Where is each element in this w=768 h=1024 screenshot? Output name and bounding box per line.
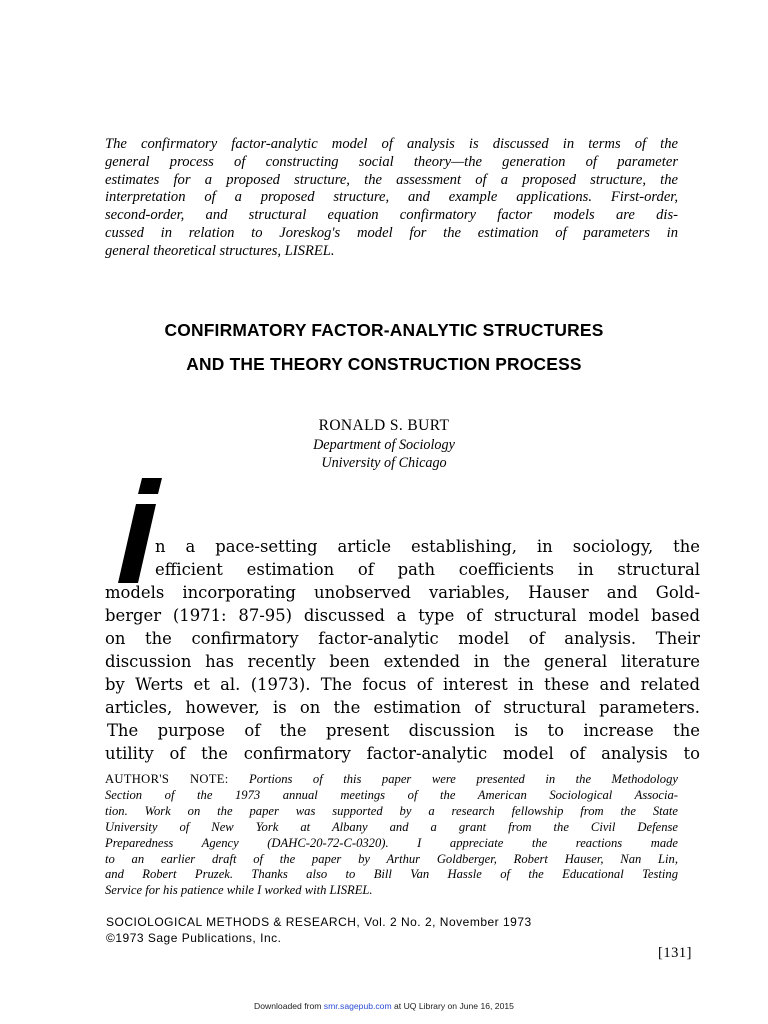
abstract-line: general process of constructing social theory—the generation of parameter — [105, 153, 678, 170]
paper-title-line-1: CONFIRMATORY FACTOR-ANALYTIC STRUCTURES — [164, 320, 604, 340]
note-line: and Robert Pruzek. Thanks also to Bill Van Hassle of the Educational Testing — [105, 867, 678, 882]
source-link[interactable]: smr.sagepub.com — [323, 1001, 392, 1011]
abstract-line: general theoretical structures, LISREL. — [105, 242, 335, 259]
note-line: tion. Work on the paper was supported by a research fellowship from the State — [105, 803, 678, 818]
download-notice — [0, 1001, 768, 1011]
body-line: The purpose of the present discussion is to increase the — [107, 721, 700, 740]
note-text: Portions of this paper were presented in the Methodology — [228, 772, 678, 786]
author-university: University of Chicago — [321, 455, 447, 471]
abstract-line: interpretation of a proposed structure, and example applications. First-order, — [105, 189, 678, 206]
journal-citation: SOCIOLOGICAL METHODS & RESEARCH, Vol. 2 No. 2, November 1973 — [106, 915, 532, 929]
note-line: Service for his patience while I worked with LISREL. — [105, 883, 373, 898]
body-line: models incorporating unobserved variables, Hauser and Gold- — [105, 583, 700, 602]
note-line — [105, 772, 678, 788]
body-line: efficient estimation of path coefficients in structural — [155, 560, 700, 579]
abstract-line: second-order, and structural equation confirmatory factor models are dis- — [105, 207, 678, 224]
note-line: Preparedness Agency (DAHC-20-72-C-0320). I appreciate the reactions made — [105, 835, 678, 850]
body-line: on the confirmatory factor-analytic model of analysis. Their — [105, 629, 700, 648]
authors-note-lead: AUTHOR'S NOTE: — [105, 772, 229, 786]
author-name: RONALD S. BURT — [318, 417, 450, 434]
abstract — [105, 136, 678, 261]
copyright-notice: ©1973 Sage Publications, Inc. — [106, 931, 282, 945]
abstract-line: cussed in relation to Joreskog's model for the estimation of parameters in — [105, 224, 678, 241]
author-department: Department of Sociology — [313, 437, 455, 453]
page-number: [131] — [658, 945, 692, 961]
download-suffix: at UQ Library on June 16, 2015 — [391, 1001, 514, 1011]
note-line: Section of the 1973 annual meetings of the American Sociological Associa- — [105, 787, 678, 802]
abstract-line: estimates for a proposed structure, the assessment of a proposed structure, the — [105, 171, 678, 188]
body-line: utility of the confirmatory factor-analytic model of analysis to — [105, 744, 700, 763]
body-line: discussion has recently been extended in the general literature — [105, 652, 700, 671]
download-prefix: Downloaded from — [254, 1001, 324, 1011]
note-line: University of New York at Albany and a grant from the Civil Defense — [105, 819, 678, 834]
body-line: n a pace-setting article establishing, in sociology, the — [155, 537, 700, 556]
paper-title-line-2: AND THE THEORY CONSTRUCTION PROCESS — [186, 354, 582, 374]
body-line: articles, however, is on the estimation of structural parameters. — [105, 698, 700, 717]
body-line: by Werts et al. (1973). The focus of interest in these and related — [105, 675, 700, 694]
body-line: berger (1971: 87-95) discussed a type of structural model based — [105, 606, 700, 625]
authors-note — [105, 772, 678, 899]
note-line: to an earlier draft of the paper by Arthur Goldberger, Robert Hauser, Nan Lin, — [105, 851, 678, 866]
abstract-line: The confirmatory factor-analytic model of analysis is discussed in terms of the — [105, 136, 678, 152]
